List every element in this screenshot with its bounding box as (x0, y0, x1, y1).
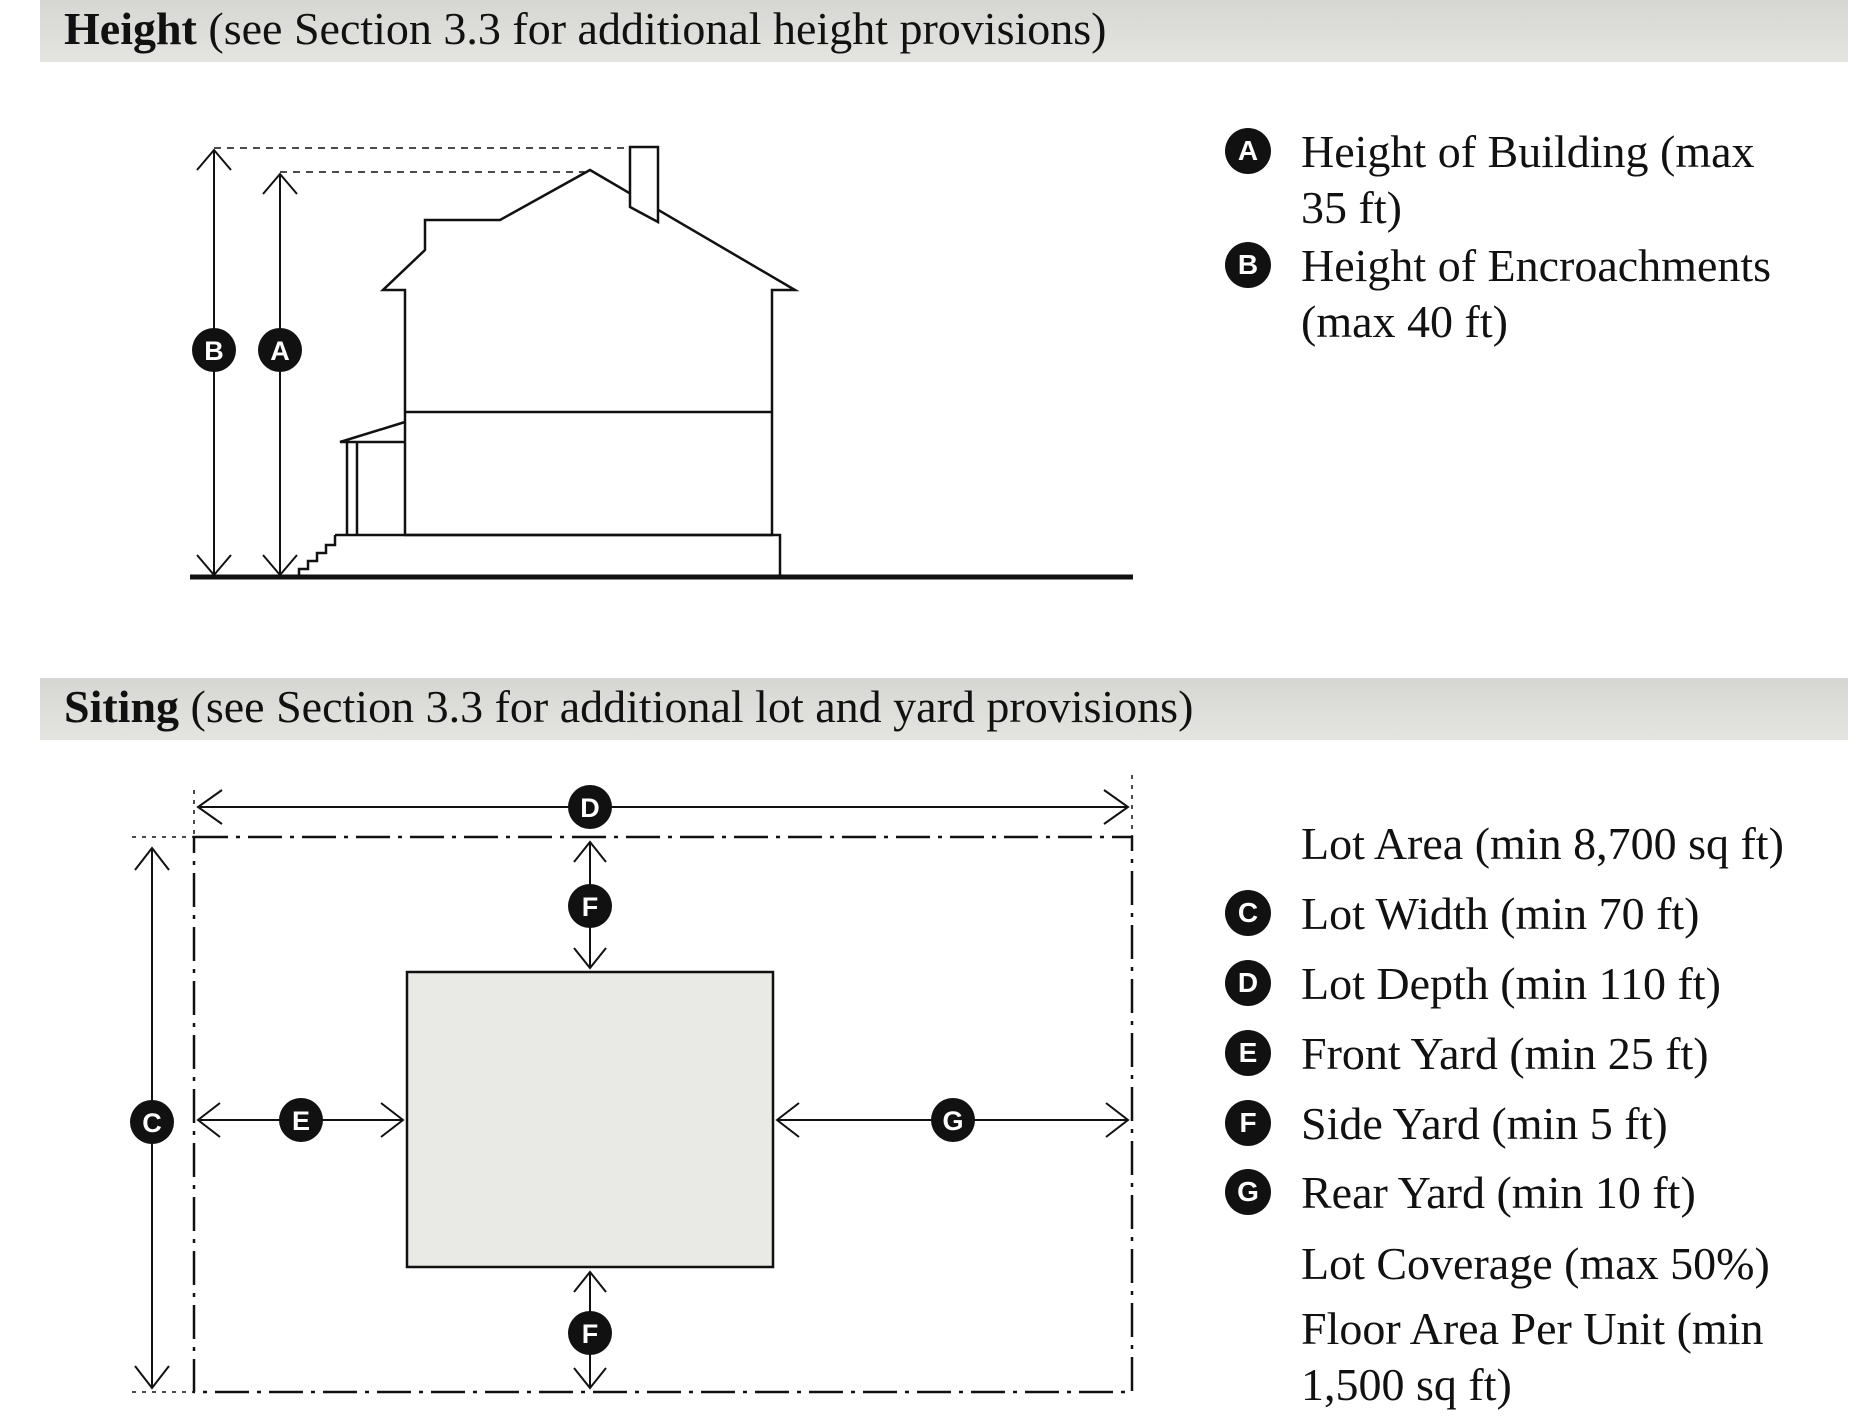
legend-text: Lot Width (min 70 ft) (1301, 888, 1700, 939)
legend-text: Rear Yard (min 10 ft) (1301, 1167, 1696, 1218)
foundation (335, 535, 780, 577)
legend-badge: E (1225, 1030, 1271, 1076)
height-legend (1225, 124, 1865, 354)
building-footprint (407, 972, 773, 1267)
legend-text: Lot Area (min 8,700 sq ft) (1301, 818, 1784, 869)
badge-c-siting-label: C (142, 1108, 162, 1138)
siting-legend (1225, 816, 1865, 1416)
legend-text: Height of Encroachments (1301, 240, 1772, 291)
siting-title-bold: Siting (64, 681, 180, 732)
legend-text: Floor Area Per Unit (min (1301, 1303, 1764, 1354)
badge-d-siting-label: D (580, 793, 600, 823)
height-diagram (190, 147, 1133, 577)
badge-f-top-siting-label: F (581, 892, 599, 922)
siting-title-rest: (see Section 3.3 for additional lot and yard provisions) (179, 681, 1194, 732)
legend-text: 1,500 sq ft) (1301, 1359, 1512, 1410)
legend-badge: C (1225, 890, 1271, 936)
legend-text: Front Yard (min 25 ft) (1301, 1028, 1709, 1079)
legend-badge: B (1225, 242, 1271, 288)
legend-badge: A (1225, 128, 1271, 174)
legend-text: (max 40 ft) (1301, 296, 1508, 347)
house-outline (383, 170, 795, 535)
badge-b-height-label: B (204, 336, 224, 366)
porch-roof (340, 422, 405, 442)
legend-text: Lot Coverage (max 50%) (1301, 1238, 1770, 1289)
badge-g-siting-label: G (942, 1106, 964, 1136)
legend-text: Height of Building (max (1301, 126, 1755, 177)
legend-text: 35 ft) (1301, 182, 1402, 233)
legend-badge: F (1225, 1100, 1271, 1146)
legend-badge: G (1225, 1169, 1271, 1215)
height-title-rest: (see Section 3.3 for additional height provisions) (196, 3, 1107, 54)
legend-text: Side Yard (min 5 ft) (1301, 1098, 1668, 1149)
legend-badge: D (1225, 960, 1271, 1006)
badge-a-height-label: A (270, 336, 290, 366)
badge-f-bottom-siting-label: F (581, 1319, 599, 1349)
badge-e-siting-label: E (291, 1106, 311, 1136)
height-title-bold: Height (64, 3, 197, 54)
siting-diagram (130, 775, 1132, 1392)
stairs (299, 535, 335, 577)
legend-text: Lot Depth (min 110 ft) (1301, 958, 1721, 1009)
